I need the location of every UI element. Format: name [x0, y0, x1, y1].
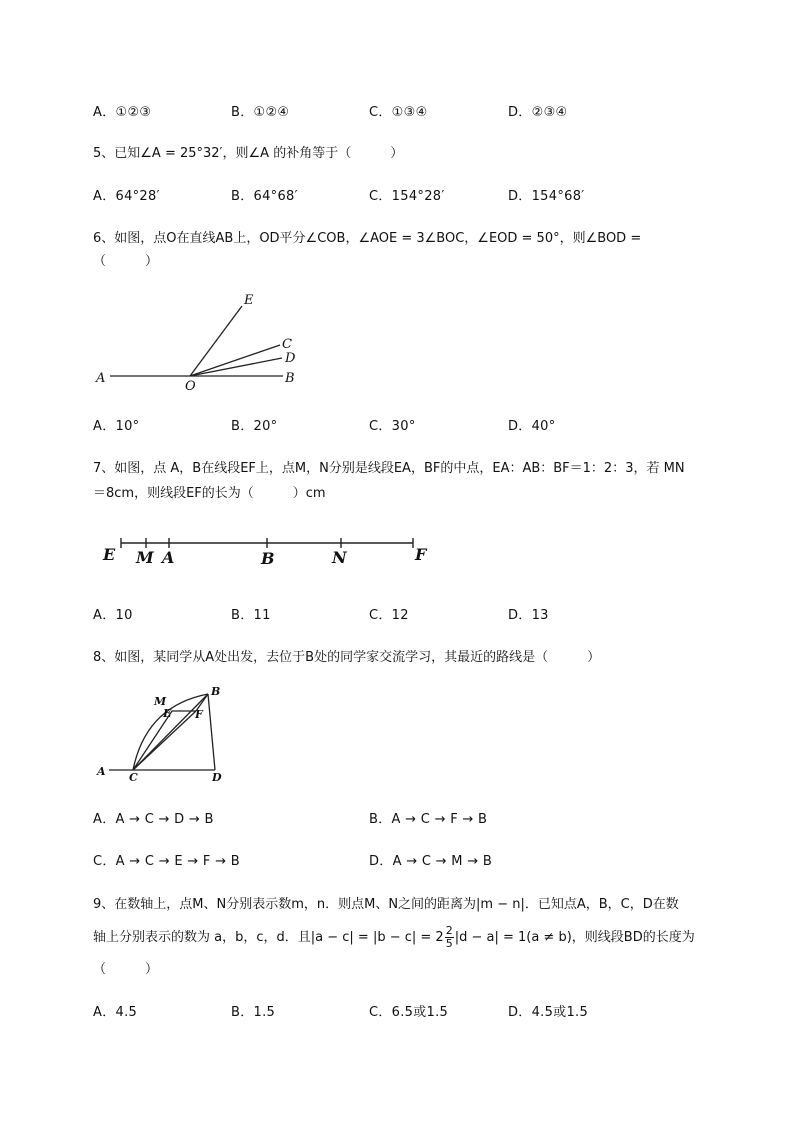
q7-label-m: M — [136, 548, 154, 567]
q9-stem-line2-a: 轴上分别表示的数为 a，b，c，d．且|a − c| = |b − c| = 2 — [93, 930, 444, 945]
q4-option-b: B．①②④ — [231, 105, 290, 120]
q7-label-a: A — [162, 548, 175, 567]
q7-option-b: B．11 — [231, 608, 271, 623]
q6-label-c: C — [282, 337, 292, 352]
q9-option-a: A．4.5 — [93, 1005, 138, 1020]
q8-label-m: M — [154, 695, 167, 708]
q5-option-a: A．64°28′ — [93, 189, 160, 204]
q4-option-a: A．①②③ — [93, 105, 152, 120]
q8-label-f: F — [195, 708, 203, 721]
q7-label-n: N — [332, 548, 347, 567]
q8-label-d: D — [212, 771, 222, 784]
q6-stem-line1: 6、如图，点O在直线AB上，OD平分∠COB，∠AOE = 3∠BOC，∠EOD = 50°，则∠BOD = — [93, 231, 642, 246]
q7-option-d: D．13 — [508, 608, 549, 623]
q8-label-c: C — [129, 771, 138, 784]
q9-fraction — [445, 925, 454, 950]
q6-option-d: D．40° — [508, 419, 556, 434]
q7-label-b: B — [261, 549, 275, 568]
q8-option-b: B．A → C → F → B — [369, 812, 488, 827]
q9-stem-line3: （ ） — [93, 962, 159, 977]
q6-option-b: B．20° — [231, 419, 278, 434]
q7-stem-line1: 7、如图，点 A，B在线段EF上，点M，N分别是线段EA，BF的中点，EA：AB：BF＝1：2：3，若 MN — [93, 461, 685, 476]
q6-option-a: A．10° — [93, 419, 140, 434]
q9-fraction-denominator: 5 — [445, 937, 453, 950]
q5-stem: 5、已知∠A = 25°32′，则∠A 的补角等于（ ） — [93, 146, 404, 161]
q8-option-c: C．A → C → E → F → B — [93, 854, 240, 869]
q6-label-o: O — [185, 379, 196, 394]
q8-label-a: A — [97, 765, 106, 778]
q9-option-b: B．1.5 — [231, 1005, 276, 1020]
q8-stem: 8、如图，某同学从A处出发，去位于B处的同学家交流学习，其最近的路线是（ ） — [93, 650, 601, 665]
q6-option-c: C．30° — [369, 419, 416, 434]
q6-label-d: D — [285, 351, 296, 366]
q7-stem-line2: ＝8cm，则线段EF的长为（ ）cm — [93, 486, 326, 501]
q8-label-e: E — [163, 707, 172, 720]
q5-option-c: C．154°28′ — [369, 189, 445, 204]
q4-option-c: C．①③④ — [369, 105, 428, 120]
q9-stem-line1: 9、在数轴上，点M、N分别表示数m，n．则点M、N之间的距离为|m − n|．已知点A，B，C，D在数 — [93, 897, 679, 912]
q8-option-d: D．A → C → M → B — [369, 854, 493, 869]
q9-option-d: D．4.5或1.5 — [508, 1005, 589, 1020]
q6-label-b: B — [285, 371, 295, 386]
q9-fraction-numerator: 2 — [445, 924, 453, 937]
q9-option-c: C．6.5或1.5 — [369, 1005, 449, 1020]
q8-label-b: B — [211, 685, 221, 698]
q9-stem-line2 — [93, 925, 695, 950]
q5-option-b: B．64°68′ — [231, 189, 298, 204]
q7-option-a: A．10 — [93, 608, 133, 623]
q6-label-e: E — [244, 293, 254, 308]
q7-option-c: C．12 — [369, 608, 409, 623]
q8-option-a: A．A → C → D → B — [93, 812, 214, 827]
q7-label-f: F — [415, 545, 427, 564]
q8-segment-db — [208, 694, 215, 770]
q6-stem-line2: （ ） — [93, 254, 159, 269]
q4-option-d: D．②③④ — [508, 105, 568, 120]
q6-label-a: A — [96, 371, 106, 386]
q9-stem-line2-b: |d − a| = 1(a ≠ b)，则线段BD的长度为 — [454, 930, 695, 945]
q5-option-d: D．154°68′ — [508, 189, 585, 204]
q7-label-e: E — [103, 545, 116, 564]
